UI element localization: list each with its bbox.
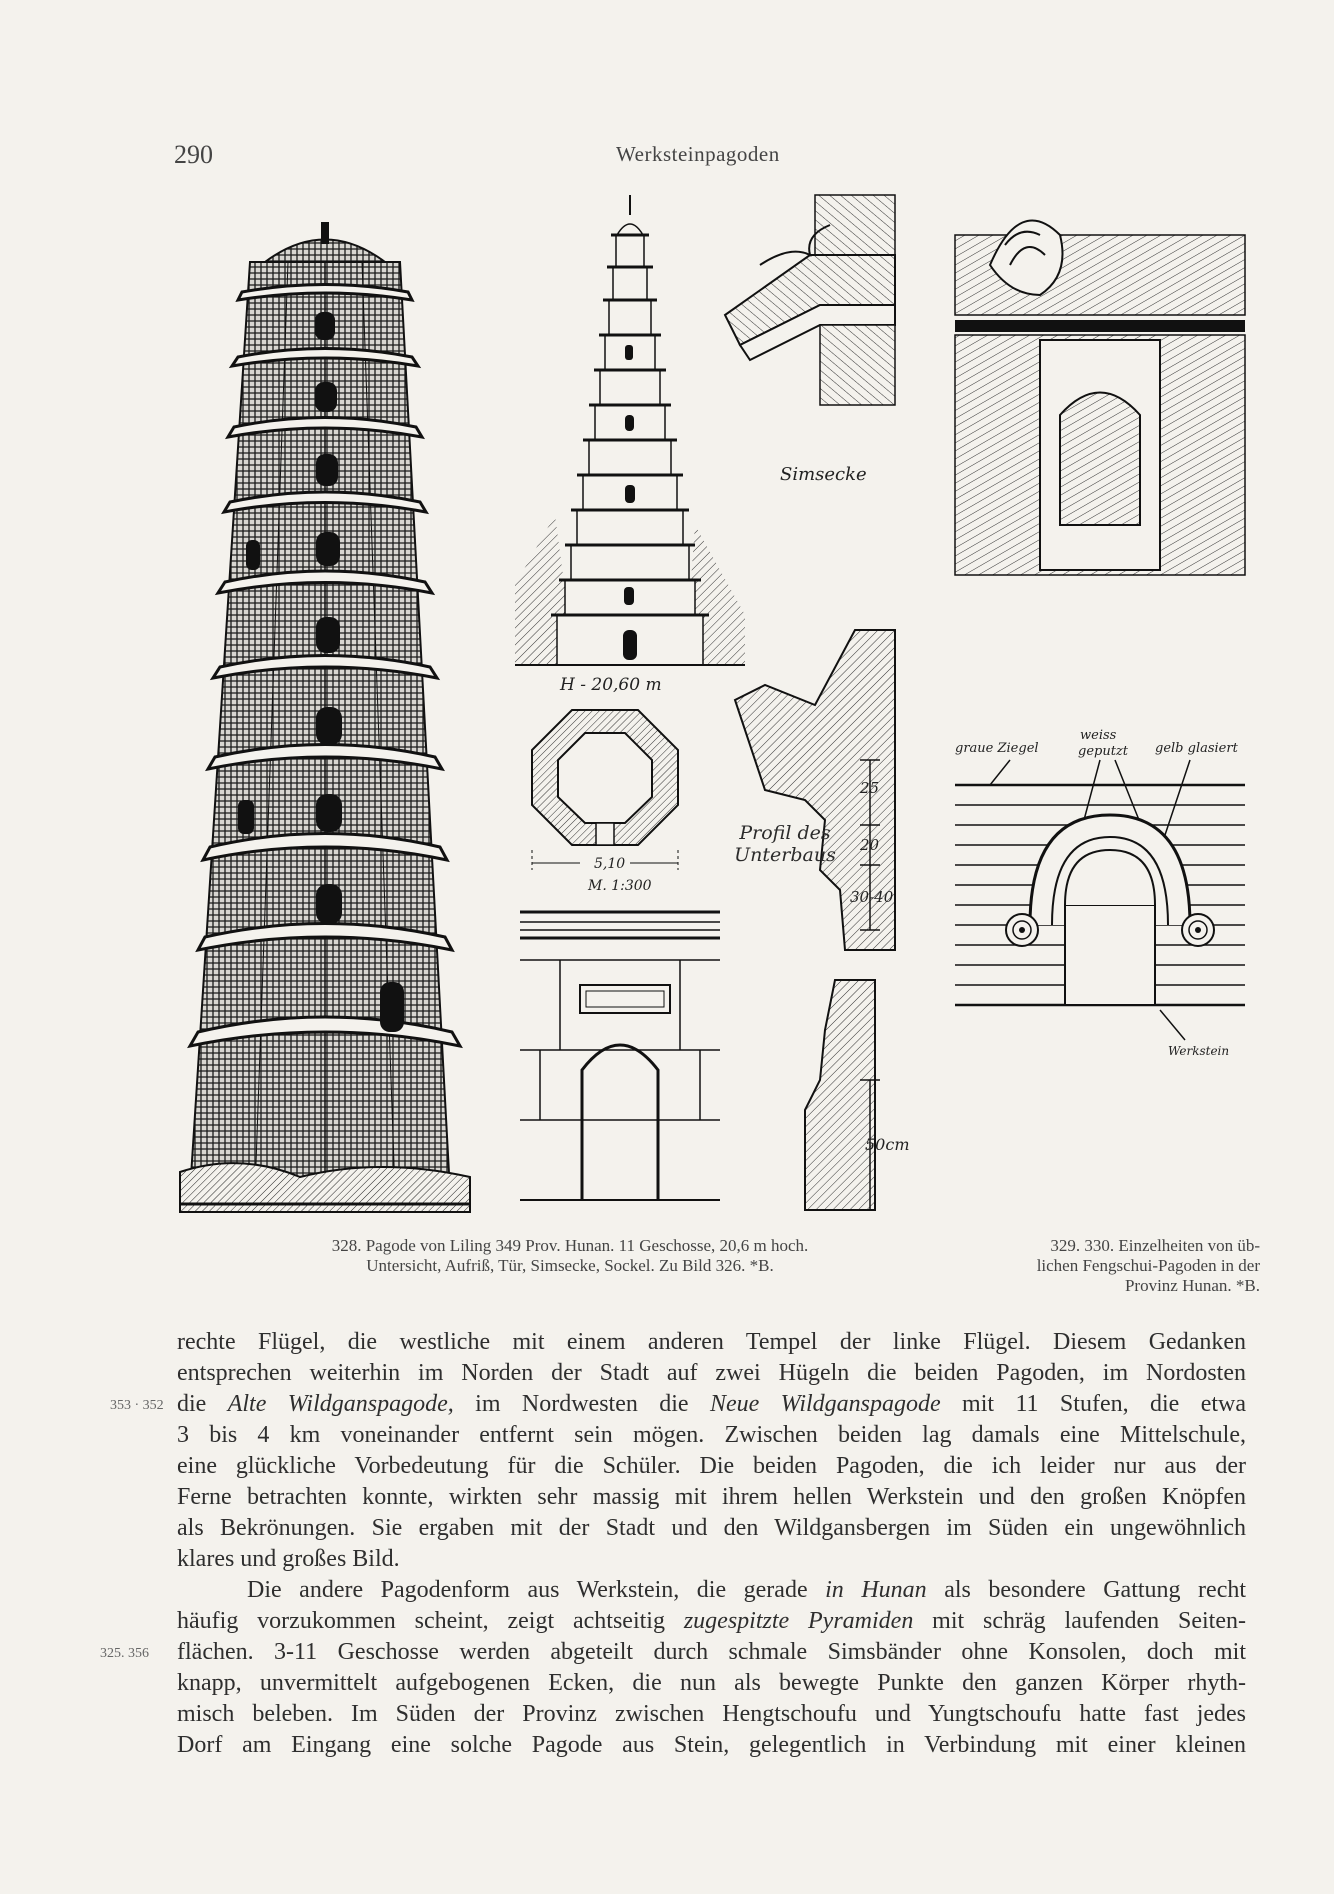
body-line: 3 bis 4 km voneinander entfernt sein mögen. Zwischen beiden lag damals eine Mittelschule,	[177, 1422, 1246, 1448]
label-werkstein: Werkstein	[1168, 1044, 1230, 1058]
dim-30-40-label: 30-40	[850, 888, 894, 906]
body-line: die Alte Wildganspagode, im Nordwesten die Neue Wildganspagode mit 11 Stufen, die etwa	[177, 1391, 1247, 1417]
figure-328-caption	[225, 1236, 915, 1276]
body-line: klares und großes Bild.	[177, 1546, 400, 1572]
figure-329-330-caption	[938, 1236, 1260, 1296]
window-cornice-detail-drawing	[950, 195, 1250, 600]
label-white-line2: geputzt	[1078, 744, 1129, 759]
caption-left-line1: 328. Pagode von Liling 349 Prov. Hunan. 11 Geschosse, 20,6 m hoch.	[331, 1236, 809, 1255]
caption-right-line2: lichen Fengschui-Pagoden in der	[1036, 1256, 1260, 1275]
body-line: misch beleben. Im Süden der Provinz zwischen Hengtschoufu und Yungtschoufu hatte fast jedes	[177, 1701, 1246, 1727]
door-elevation-drawing	[520, 910, 720, 1210]
base-profile-label	[715, 822, 855, 866]
body-line: flächen. 3-11 Geschosse werden abgeteilt durch schmale Simsbänder ohne Konsolen, doch mit	[177, 1639, 1246, 1665]
cornice-corner-drawing	[720, 195, 910, 485]
base-profile-label-line1: Profil des	[739, 822, 831, 844]
running-head: Werksteinpagoden	[616, 142, 780, 166]
body-line: entsprechen weiterhin im Norden der Stadt auf zwei Hügeln die beiden Pagoden, im Nordosten	[177, 1360, 1246, 1386]
body-line: eine glückliche Vorbedeutung für die Schüler. Die beiden Pagoden, die ich leider nur aus der	[177, 1453, 1246, 1479]
body-text	[177, 1327, 1246, 1761]
label-grey-brick: graue Ziegel	[955, 741, 1039, 756]
cornice-label: Simsecke	[780, 464, 867, 485]
body-line: rechte Flügel, die westliche mit einem anderen Tempel der linke Flügel. Diesem Gedanken	[177, 1329, 1246, 1355]
pagoda-perspective-drawing	[180, 222, 470, 1212]
body-line: knapp, unvermittelt aufgebogenen Ecken, die nun als bewegte Punkte den ganzen Körper rhyth-	[177, 1670, 1246, 1696]
caption-right-line3: Provinz Hunan. *B.	[1124, 1276, 1260, 1295]
dim-25-label: 25	[860, 779, 880, 797]
label-yellow-glazed: gelb glasiert	[1155, 741, 1238, 756]
body-line: als Bekrönungen. Sie ergaben mit der Stadt und den Wildgansbergen im Süden ein ungewöhnlich	[177, 1515, 1246, 1541]
plan-scale-label: M. 1:300	[588, 878, 652, 894]
label-white-line1: weiss	[1080, 728, 1117, 743]
base-profile-drawing	[725, 630, 910, 1210]
dim-50cm-label: 50cm	[865, 1135, 910, 1154]
caption-left-line2: Untersicht, Aufriß, Tür, Simsecke, Sockel. Zu Bild 326. *B.	[366, 1256, 774, 1275]
dim-20-label: 20	[860, 836, 880, 854]
page-number: 290	[174, 140, 213, 169]
body-line: Die andere Pagodenform aus Werkstein, die gerade in Hunan als besondere Gattung recht	[247, 1577, 1247, 1603]
pagoda-plan-drawing	[520, 705, 690, 895]
margin-note-1: 353 · 352	[110, 1398, 164, 1413]
plan-width-label: 5,10	[594, 856, 626, 872]
base-profile-label-line2: Unterbaus	[734, 844, 836, 866]
body-line: Dorf am Eingang eine solche Pagode aus Stein, gelegentlich in Verbindung mit einer kleinen	[177, 1732, 1246, 1758]
pagoda-elevation-drawing	[515, 195, 745, 695]
body-line: häufig vorzukommen scheint, zeigt achtseitig zugespitzte Pyramiden mit schräg laufenden Seiten-	[177, 1608, 1246, 1634]
margin-note-2: 325. 356	[100, 1646, 149, 1661]
elevation-height-label: H - 20,60 m	[560, 675, 662, 695]
caption-right-line1: 329. 330. Einzelheiten von üb-	[1050, 1236, 1260, 1255]
body-line: Ferne betrachten konnte, wirkten sehr massig mit ihrem hellen Werkstein und den großen Knöpfen	[177, 1484, 1246, 1510]
brick-arch-detail-drawing	[950, 725, 1250, 1060]
